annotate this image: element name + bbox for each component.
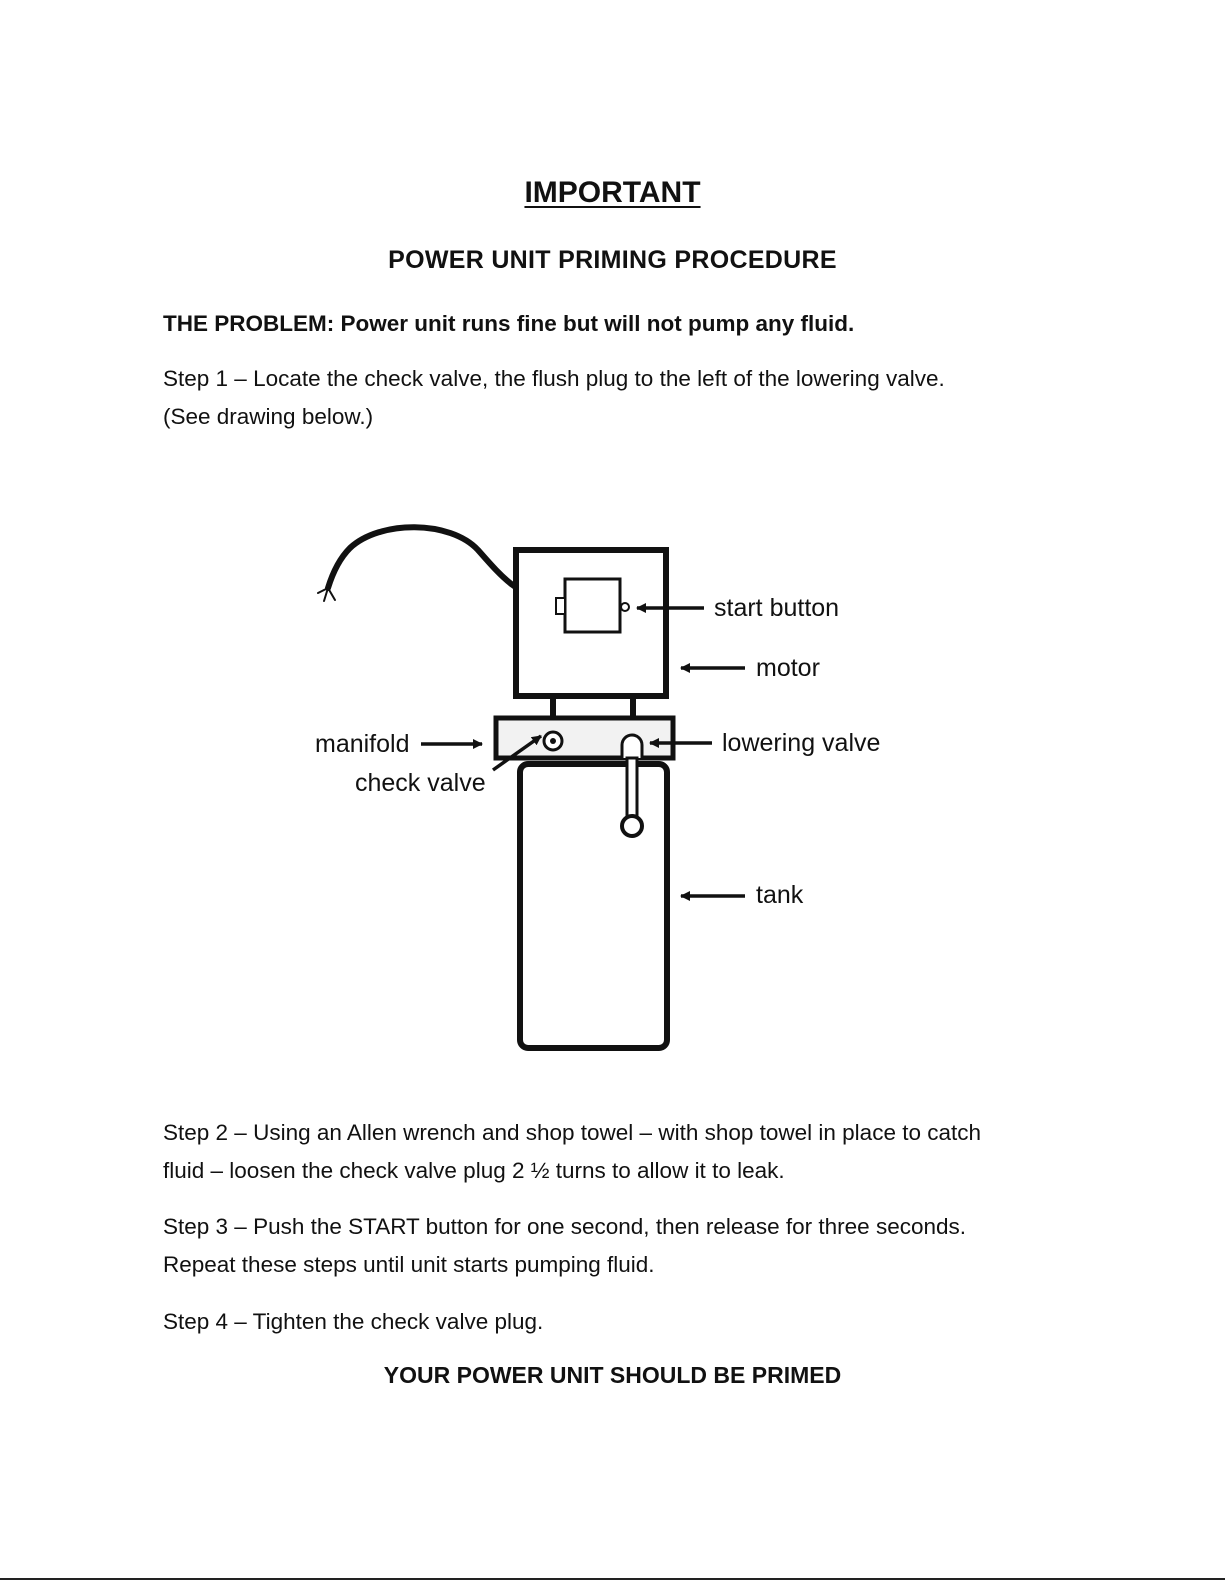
manifold-block xyxy=(496,718,673,758)
check-valve-icon xyxy=(544,732,562,750)
page-title: IMPORTANT xyxy=(524,176,701,209)
step-4: Step 4 – Tighten the check valve plug. xyxy=(163,1309,544,1334)
step-2-line-1: Step 2 – Using an Allen wrench and shop towel – with shop towel in place to catch xyxy=(163,1120,981,1145)
label-tank: tank xyxy=(756,881,804,909)
label-check-valve: check valve xyxy=(355,769,486,797)
start-button-icon xyxy=(621,603,629,611)
label-lowering-valve: lowering valve xyxy=(722,729,881,757)
step-3-line-1: Step 3 – Push the START button for one second, then release for three seconds. xyxy=(163,1214,967,1239)
step-1 xyxy=(163,360,1083,436)
arrow-check-valve xyxy=(493,736,541,770)
power-cord xyxy=(318,527,551,601)
step-3-line-2: Repeat these steps until unit starts pumping fluid. xyxy=(163,1252,655,1277)
cord-connector xyxy=(556,598,565,614)
closing-statement: YOUR POWER UNIT SHOULD BE PRIMED xyxy=(383,1362,842,1388)
step-2 xyxy=(163,1114,1083,1190)
step-1-line-2: (See drawing below.) xyxy=(163,404,374,429)
label-manifold: manifold xyxy=(315,730,410,758)
step-1-line-1: Step 1 – Locate the check valve, the flush plug to the left of the lowering valve. xyxy=(163,366,945,391)
label-motor: motor xyxy=(756,654,820,682)
step-3 xyxy=(163,1208,1083,1284)
switch-box xyxy=(565,579,620,632)
problem-statement: THE PROBLEM: Power unit runs fine but will not pump any fluid. xyxy=(163,311,855,336)
procedure-heading: POWER UNIT PRIMING PROCEDURE xyxy=(388,246,837,274)
tank-body xyxy=(520,764,667,1048)
label-start-button: start button xyxy=(714,594,840,622)
motor-housing xyxy=(516,550,666,696)
step-2-line-2: fluid – loosen the check valve plug 2 ½ turns to allow it to leak. xyxy=(163,1158,785,1183)
lowering-valve-icon xyxy=(622,735,642,836)
check-valve-center xyxy=(550,738,556,744)
page-bottom-edge xyxy=(0,1578,1225,1580)
